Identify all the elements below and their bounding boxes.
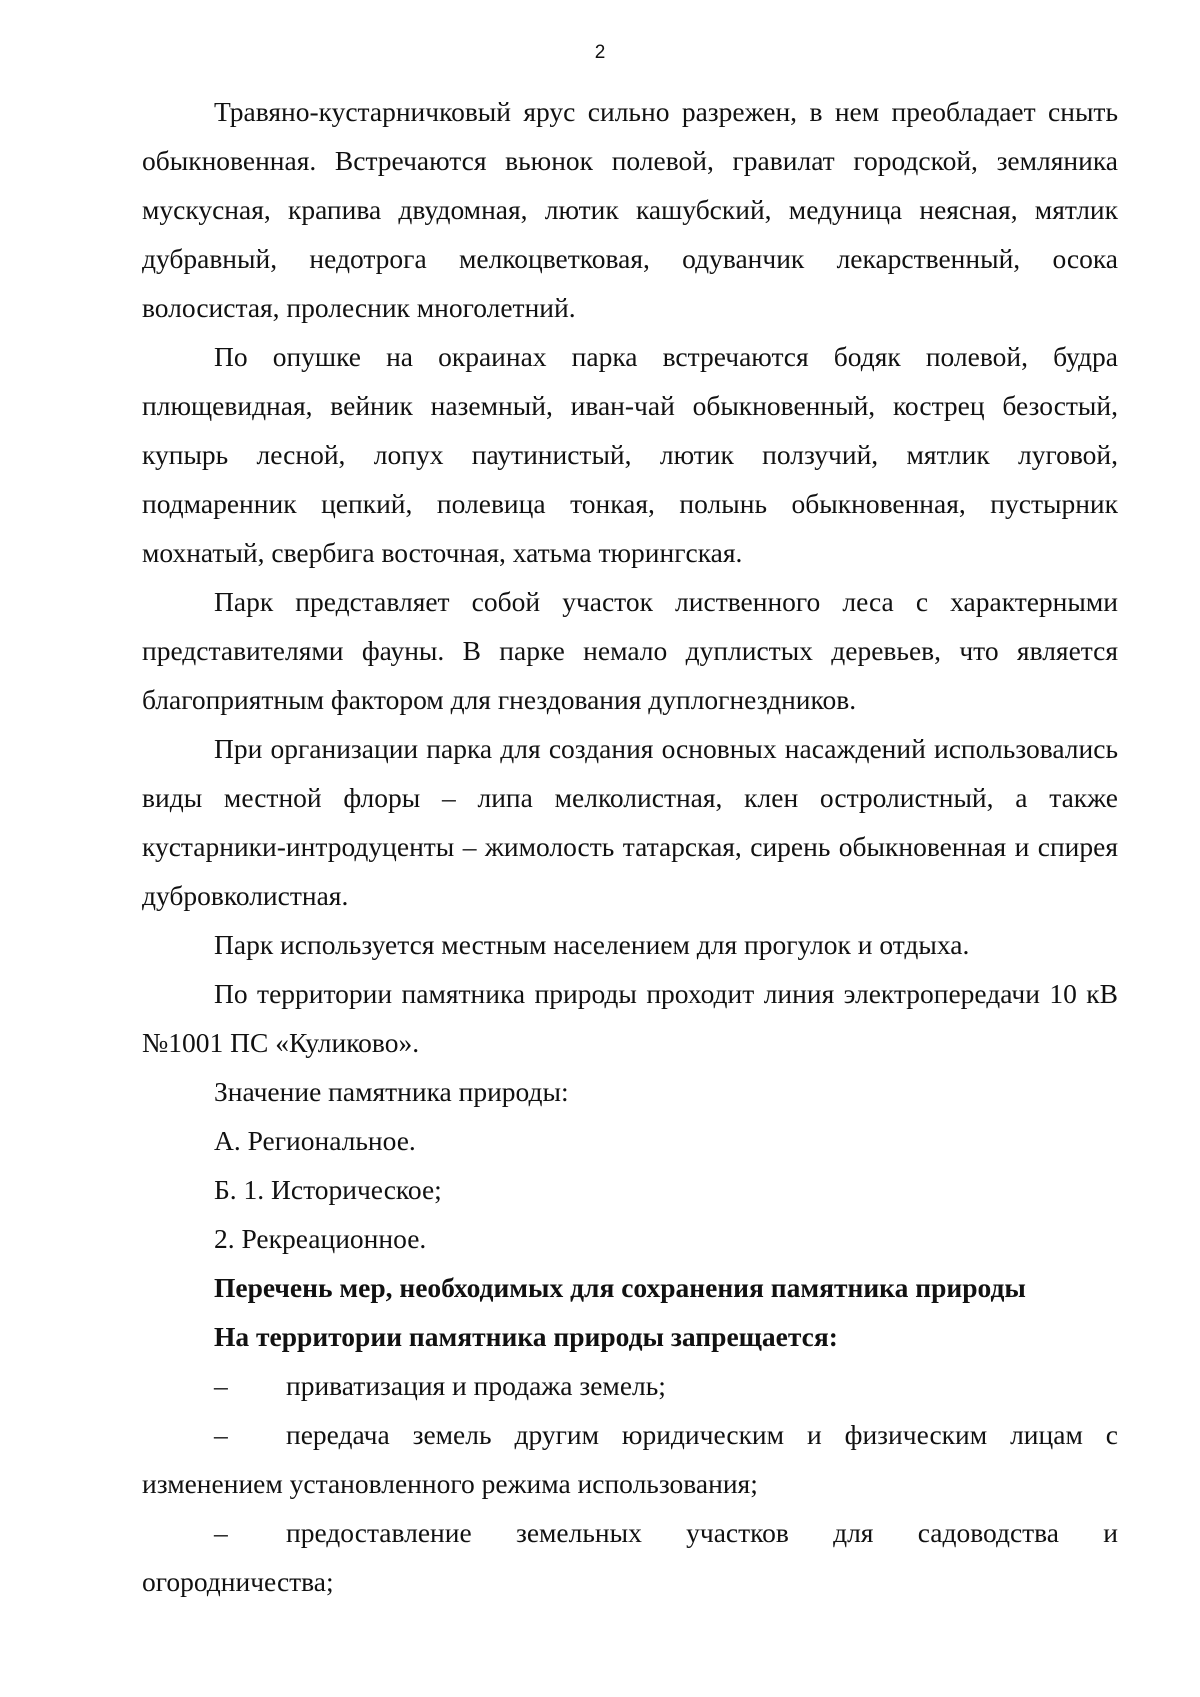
dash-marker: – bbox=[214, 1419, 228, 1450]
paragraph-recreation-use: Парк используется местным населением для прогулок и отдыха. bbox=[214, 929, 970, 960]
document-body bbox=[142, 87, 1118, 1606]
dash-marker: – bbox=[214, 1517, 228, 1548]
prohibition-item bbox=[142, 1361, 1118, 1410]
paragraph-fauna: Парк представляет собой участок лиственного леса с характерными представителями фауны. В парке немало дуплистых деревьев, что является благоприятным фактором для гнездования дуплогнездников. bbox=[142, 586, 1118, 715]
paragraph-forest-edge: По опушке на окраинах парка встречаются бодяк полевой, будра плющевидная, вейник наземный, иван-чай обыкновенный, кострец безостый, купырь лесной, лопух паутинистый, лютик ползучий, мятлик луговой, подмаренник цепкий, полевица тонкая, полынь обыкновенная, пустырник мохнатый, свербига восточная, хатьма тюрингская. bbox=[142, 341, 1118, 568]
prohibition-item bbox=[142, 1410, 1118, 1508]
prohibition-item bbox=[142, 1508, 1118, 1606]
measures-heading: Перечень мер, необходимых для сохранения памятника природы bbox=[214, 1272, 1026, 1303]
prohibition-text: приватизация и продажа земель; bbox=[286, 1370, 666, 1401]
significance-regional: А. Региональное. bbox=[214, 1125, 416, 1156]
paragraph-plantings: При организации парка для создания основных насаждений использовались виды местной флоры – липа мелколистная, клен остролистный, а также кустарники-интродуценты – жимолость татарская, сирень обыкновенная и спирея дубровколистная. bbox=[142, 733, 1118, 911]
significance-recreational: 2. Рекреационное. bbox=[214, 1223, 427, 1254]
prohibitions-heading: На территории памятника природы запрещается: bbox=[214, 1321, 838, 1352]
prohibition-text: передача земель другим юридическим и физическим лицам с изменением установленного режима использования; bbox=[142, 1419, 1118, 1499]
significance-historical: Б. 1. Историческое; bbox=[214, 1174, 442, 1205]
paragraph-power-line: По территории памятника природы проходит линия электропередачи 10 кВ №1001 ПС «Куликово». bbox=[142, 978, 1118, 1058]
paragraph-herb-layer: Травяно-кустарничковый ярус сильно разрежен, в нем преобладает сныть обыкновенная. Встречаются вьюнок полевой, гравилат городской, земляника мускусная, крапива двудомная, лютик кашубский, медуница неясная, мятлик дубравный, недотрога мелкоцветковая, одуванчик лекарственный, осока волосистая, пролесник многолетний. bbox=[142, 96, 1118, 323]
prohibition-text: предоставление земельных участков для садоводства и огородничества; bbox=[142, 1517, 1118, 1597]
page-number: 2 bbox=[594, 42, 606, 63]
dash-marker: – bbox=[214, 1370, 228, 1401]
significance-heading: Значение памятника природы: bbox=[214, 1076, 569, 1107]
